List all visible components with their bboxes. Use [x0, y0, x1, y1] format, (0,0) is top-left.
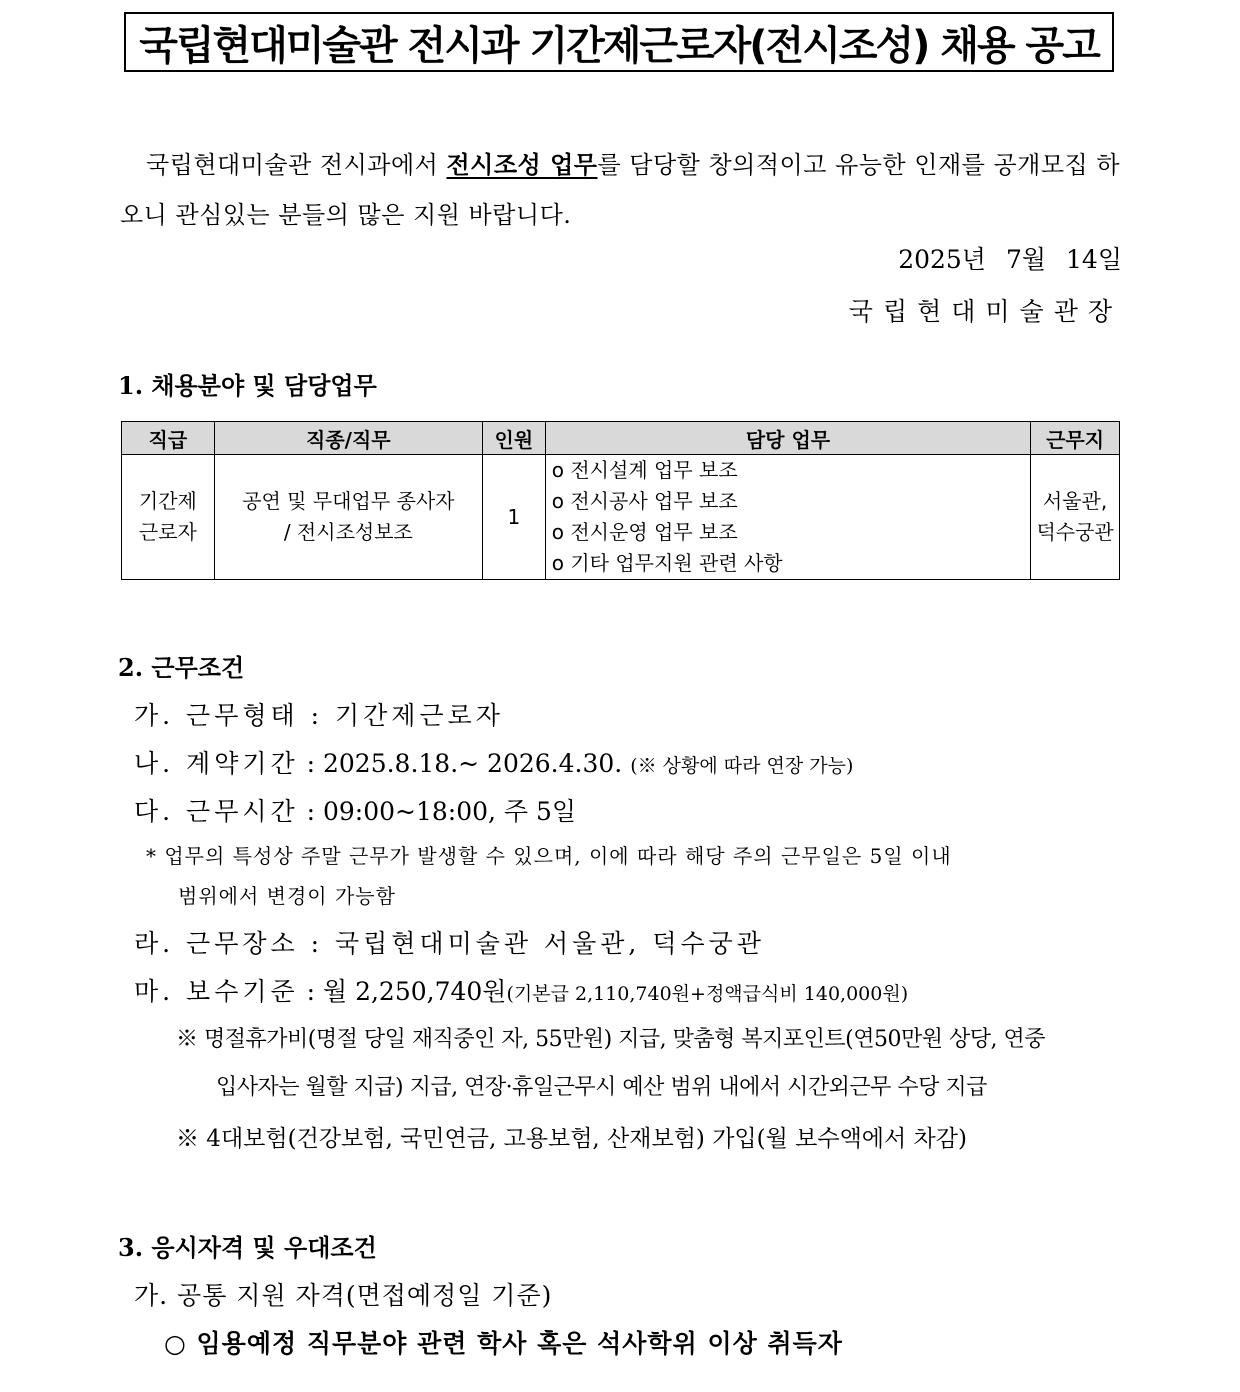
common-qualification: 가. 공통 지원 자격(면접예정일 기준): [134, 1281, 553, 1310]
intro-paragraph: [120, 140, 1120, 240]
work-type: 가. 근무형태 : 기간제근로자: [134, 701, 504, 730]
date-day: 14일: [1066, 245, 1122, 274]
table-header-row: [122, 422, 1120, 455]
cell-grade: 기간제 근로자: [122, 455, 215, 580]
cell-count: 1: [482, 455, 545, 580]
header-duties: 담당 업무: [545, 422, 1030, 455]
table-row: [122, 455, 1120, 580]
date-month: 7월: [1005, 245, 1047, 274]
recruitment-table: [121, 421, 1120, 580]
contract-period: 나. 계약기간 : 2025.8.18.~ 2026.4.30. (※ 상황에 따라 연장 가능): [134, 749, 854, 778]
salary-note-1a: ※ 명절휴가비(명절 당일 재직중인 자, 55만원) 지급, 맞춤형 복지포인트(연50만원 상당, 연중: [176, 1027, 1045, 1052]
section1-title: 1. 채용분야 및 담당업무: [118, 371, 377, 400]
salary-note-1b: 입사자는 월할 지급) 지급, 연장·휴일근무시 예산 범위 내에서 시간외근무 수당 지급: [216, 1075, 987, 1100]
date-year: 2025년: [898, 245, 986, 274]
section2-title: 2. 근무조건: [118, 653, 245, 682]
intro-text-2: 를 담당할 창의적이고 유능한 인재를 공개모집 하오니 관심있는 분들의 많은 지원 바랍니다.: [120, 151, 1121, 229]
header-location: 근무지: [1031, 422, 1120, 455]
duty-item: o 전시운영 업무 보조: [551, 520, 738, 544]
work-hours-note-1: * 업무의 특성상 주말 근무가 발생할 수 있으며, 이에 따라 해당 주의 근무일은 5일 이내: [146, 844, 952, 868]
intro-emphasis: 전시조성 업무: [446, 150, 598, 179]
section3-title: 3. 응시자격 및 우대조건: [118, 1233, 377, 1262]
cell-location: 서울관, 덕수궁관: [1031, 455, 1120, 580]
duty-item: o 전시공사 업무 보조: [551, 489, 738, 513]
header-job: 직종/직무: [214, 422, 482, 455]
issuer-name: 국립현대미술관장: [848, 297, 1122, 326]
cell-job: 공연 및 무대업무 종사자 / 전시조성보조: [214, 455, 482, 580]
announcement-date: [878, 240, 1122, 276]
intro-text-1: 국립현대미술관 전시과에서: [146, 151, 447, 179]
page-title: 국립현대미술관 전시과 기간제근로자(전시조성) 채용 공고: [124, 12, 1114, 72]
salary-note-2: ※ 4대보험(건강보험, 국민연금, 고용보험, 산재보험) 가입(월 보수액에서 차감): [176, 1126, 967, 1152]
qualification-item: ○ 임용예정 직무분야 관련 학사 혹은 석사학위 이상 취득자: [164, 1329, 843, 1358]
work-hours: 다. 근무시간 : 09:00~18:00, 주 5일: [134, 797, 577, 826]
duty-item: o 전시설계 업무 보조: [551, 458, 738, 482]
salary: 마. 보수기준 : 월 2,250,740원(기본급 2,110,740원+정액급식비 140,000원): [134, 977, 909, 1006]
header-grade: 직급: [122, 422, 215, 455]
header-count: 인원: [482, 422, 545, 455]
duty-item: o 기타 업무지원 관련 사항: [551, 551, 783, 575]
work-hours-note-2: 범위에서 변경이 가능함: [178, 884, 396, 908]
cell-duties: [545, 455, 1030, 580]
work-place: 라. 근무장소 : 국립현대미술관 서울관, 덕수궁관: [134, 929, 765, 958]
